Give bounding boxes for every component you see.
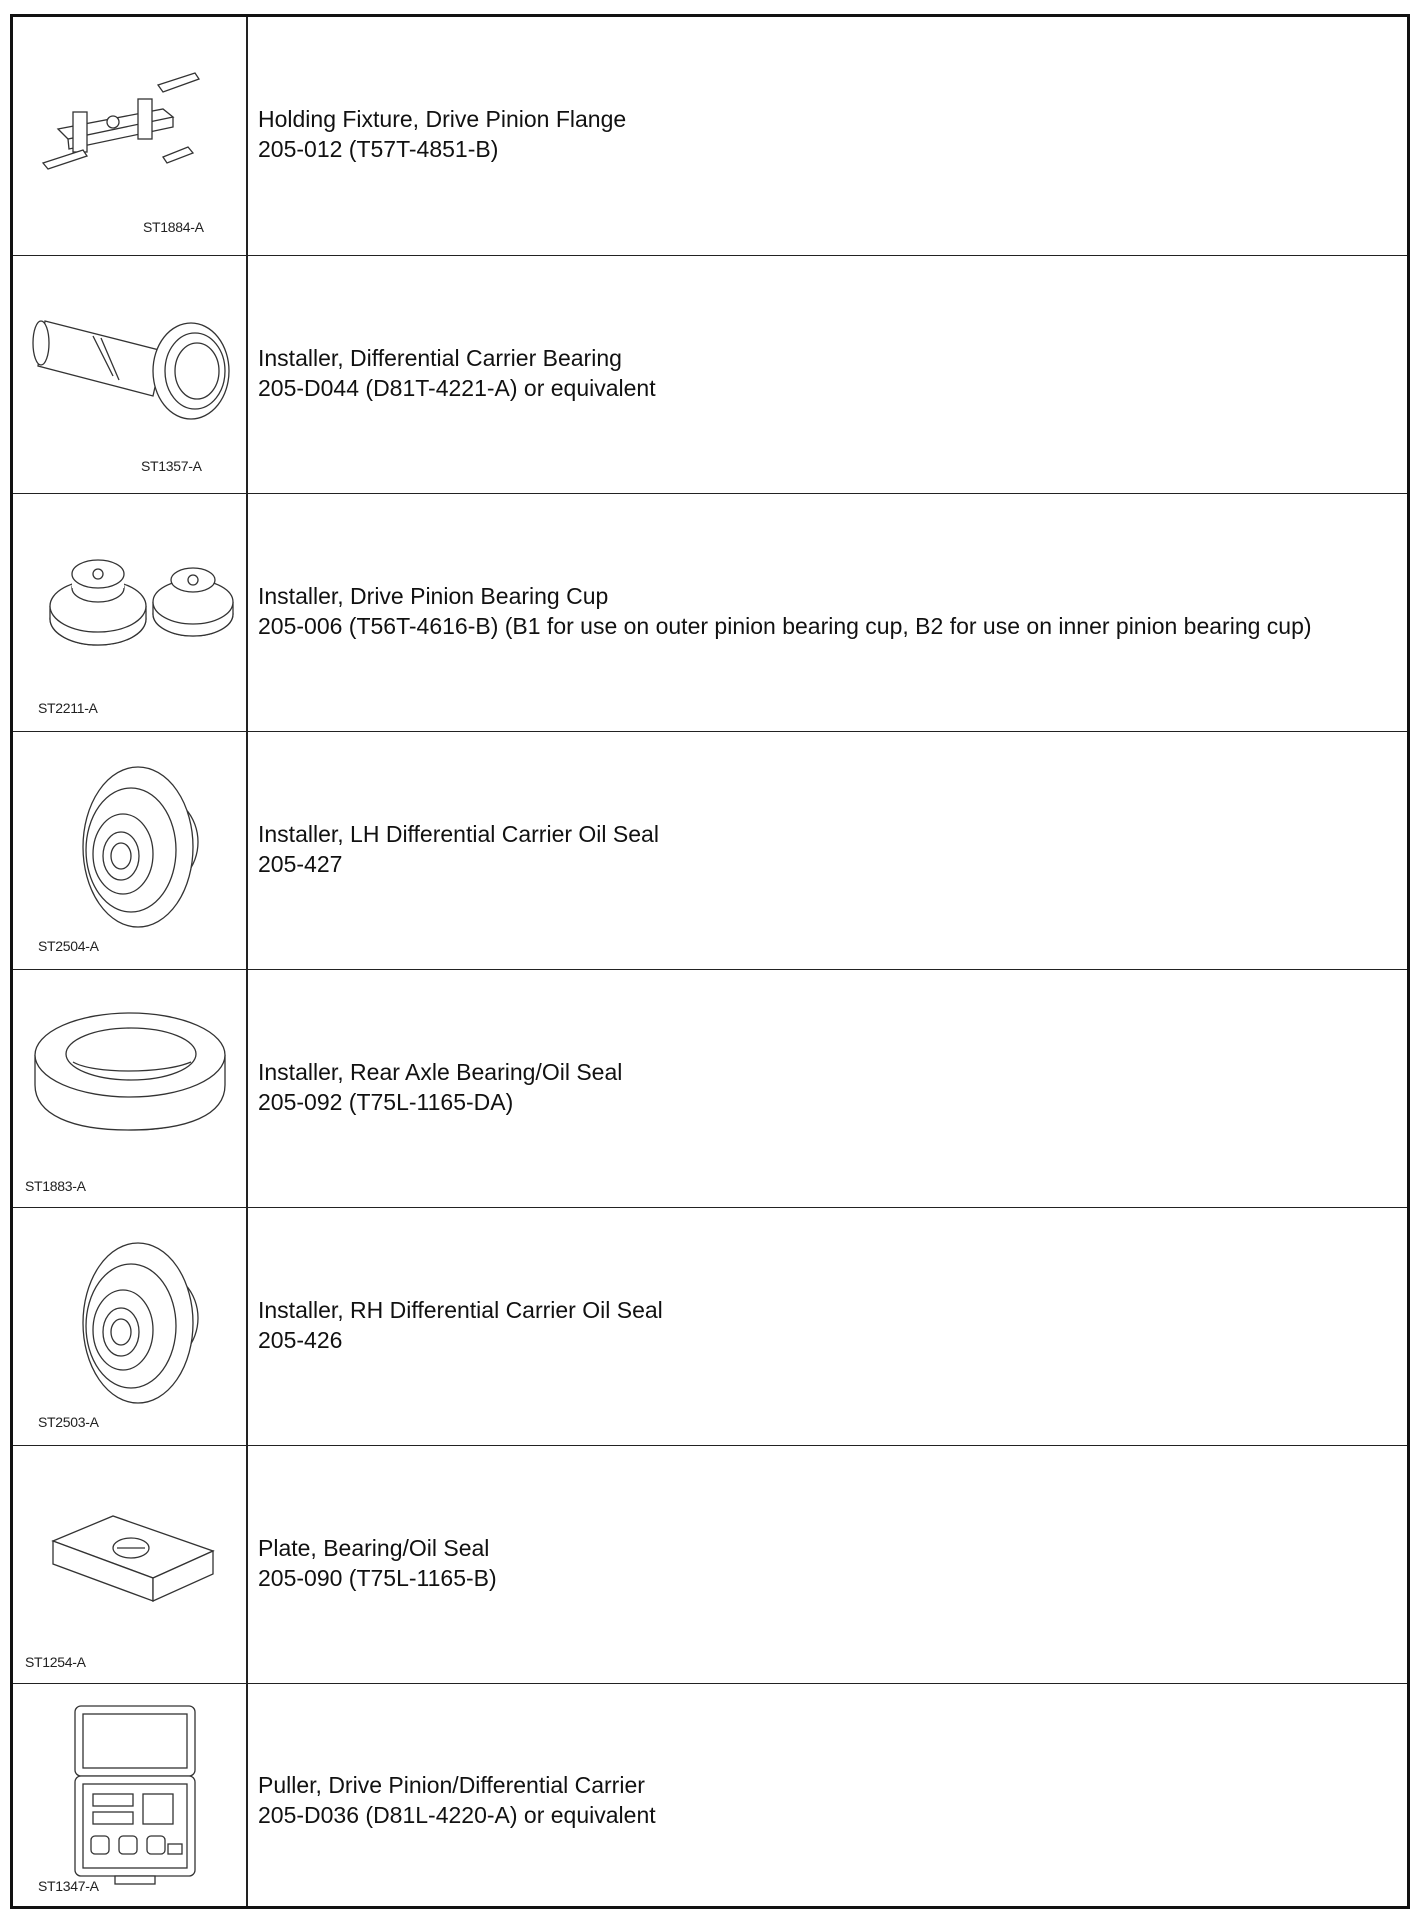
tool-number: 205-092 (T75L-1165-DA): [258, 1089, 514, 1115]
tool-illustration-cell: [13, 494, 248, 731]
tool-number: 205-427: [258, 851, 343, 877]
ring-installer-icon: [13, 970, 248, 1208]
bearing-cup-installer-icon: [13, 494, 248, 732]
tool-illustration-cell: [13, 732, 248, 969]
tool-illustration-cell: [13, 1208, 248, 1445]
tool-description-cell: [258, 1684, 1407, 1906]
tool-code: ST1347-A: [38, 1878, 99, 1894]
tool-name: Installer, LH Differential Carrier Oil Seal: [258, 821, 659, 847]
tool-name: Installer, RH Differential Carrier Oil Seal: [258, 1297, 663, 1323]
tool-code: ST1357-A: [141, 458, 202, 474]
tool-number: 205-090 (T75L-1165-B): [258, 1565, 497, 1591]
tool-code: ST1883-A: [25, 1178, 86, 1194]
table-row: [13, 1445, 1407, 1683]
table-row: [13, 1207, 1407, 1445]
tool-description-cell: [258, 17, 1407, 255]
tool-illustration-cell: [13, 1684, 248, 1906]
holding-fixture-icon: [13, 17, 248, 255]
table-row: [13, 731, 1407, 969]
tool-description-cell: [258, 494, 1407, 731]
tool-name: Holding Fixture, Drive Pinion Flange: [258, 106, 627, 132]
tool-name: Installer, Differential Carrier Bearing: [258, 345, 622, 371]
tool-name: Installer, Drive Pinion Bearing Cup: [258, 583, 609, 609]
tool-description-cell: [258, 1446, 1407, 1683]
oil-seal-installer-icon: [13, 1208, 248, 1446]
tool-name: Installer, Rear Axle Bearing/Oil Seal: [258, 1059, 623, 1085]
tool-illustration-cell: [13, 970, 248, 1207]
tool-number: 205-012 (T57T-4851-B): [258, 136, 499, 162]
tool-code: ST2503-A: [38, 1414, 99, 1430]
tool-illustration-cell: [13, 17, 248, 255]
tool-description-cell: [258, 256, 1407, 493]
tool-number: 205-D036 (D81L-4220-A) or equivalent: [258, 1802, 656, 1828]
table-row: [13, 1683, 1407, 1906]
plate-icon: [13, 1446, 248, 1684]
tool-number: 205-006 (T56T-4616-B) (B1 for use on outer pinion bearing cup, B2 for use on inner pinion bearing cup): [258, 613, 1312, 639]
tool-description-cell: [258, 1208, 1407, 1445]
table-row: [13, 969, 1407, 1207]
puller-kit-case-icon: [13, 1684, 248, 1907]
tool-description-cell: [258, 970, 1407, 1207]
special-tools-table: [10, 14, 1410, 1909]
table-row: [13, 493, 1407, 731]
bearing-installer-icon: [13, 256, 248, 494]
tool-code: ST1254-A: [25, 1654, 86, 1670]
table-row: [13, 17, 1407, 255]
tool-code: ST1884-A: [143, 219, 204, 235]
tool-number: 205-426: [258, 1327, 343, 1353]
oil-seal-installer-icon: [13, 732, 248, 970]
tool-code: ST2211-A: [38, 700, 98, 716]
tool-code: ST2504-A: [38, 938, 99, 954]
tool-description-cell: [258, 732, 1407, 969]
tool-illustration-cell: [13, 256, 248, 493]
tool-number: 205-D044 (D81T-4221-A) or equivalent: [258, 375, 656, 401]
tool-name: Plate, Bearing/Oil Seal: [258, 1535, 490, 1561]
table-row: [13, 255, 1407, 493]
tool-name: Puller, Drive Pinion/Differential Carrier: [258, 1772, 645, 1798]
tool-illustration-cell: [13, 1446, 248, 1683]
